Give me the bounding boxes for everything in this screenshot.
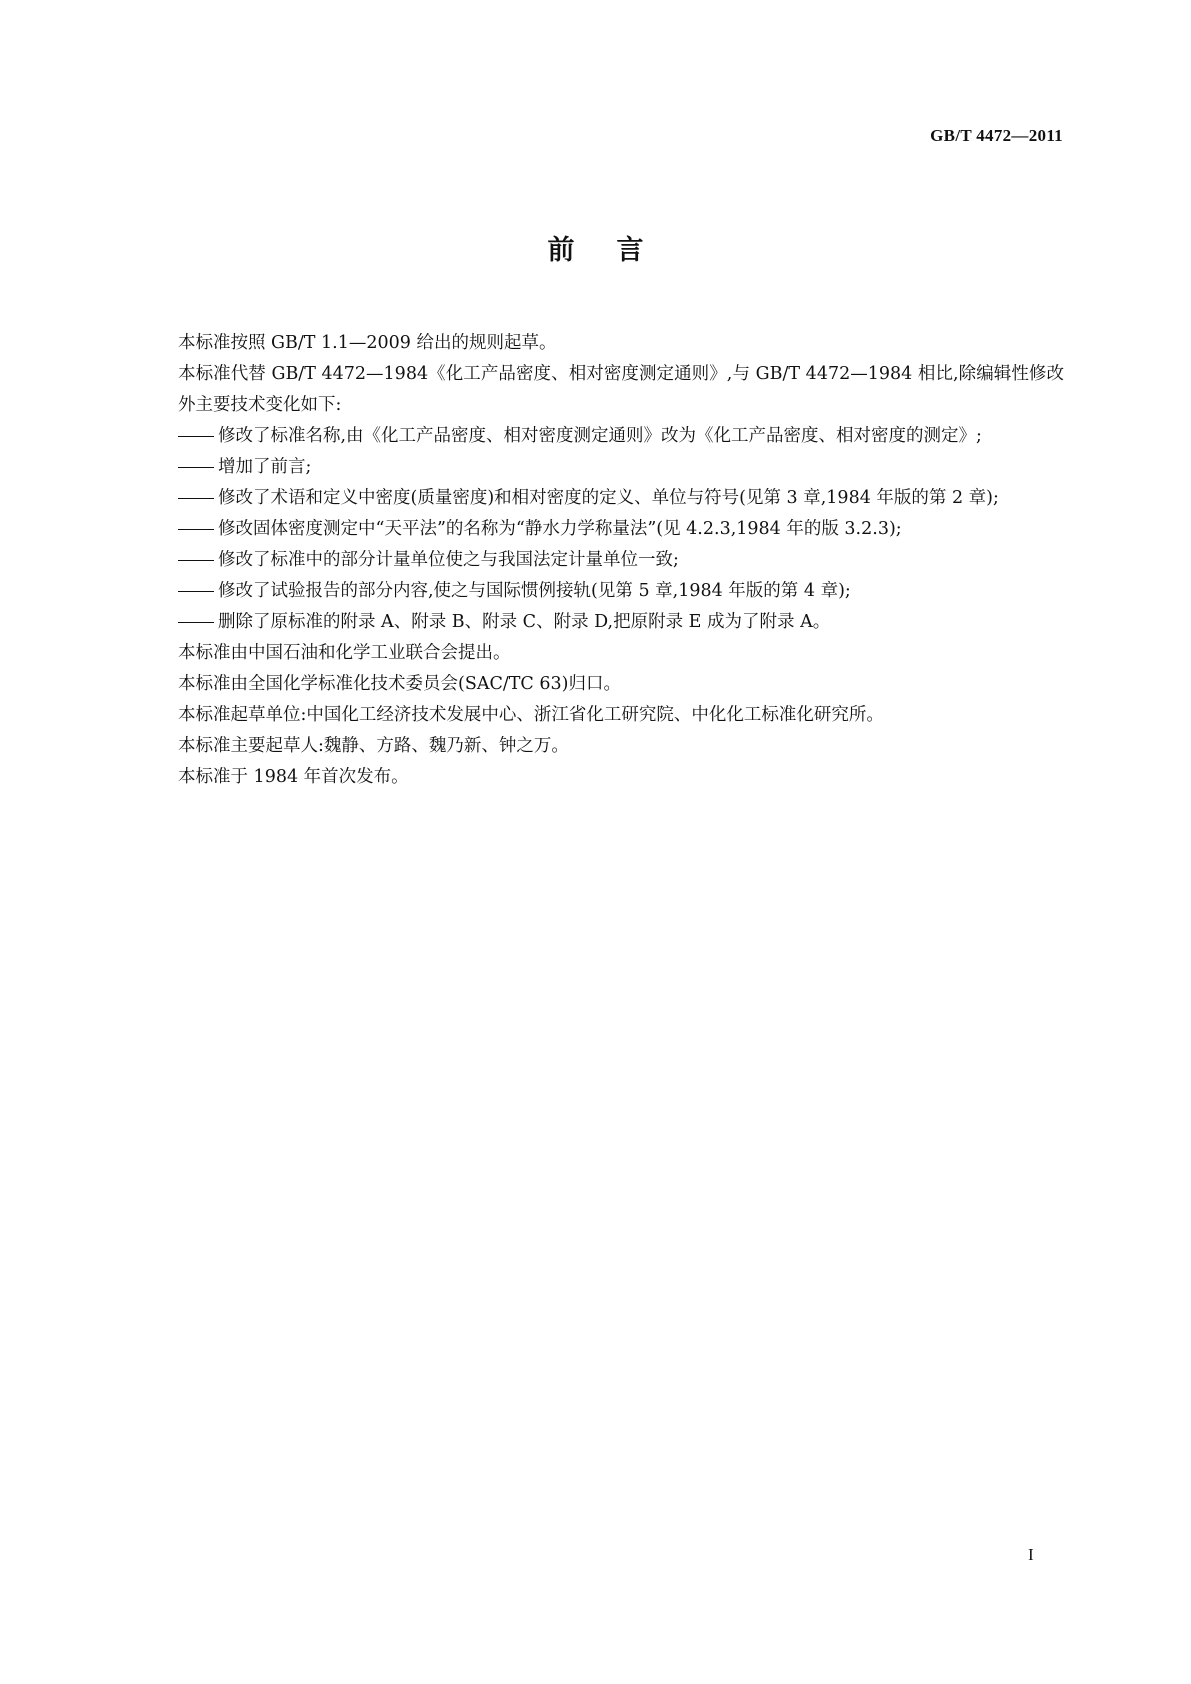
- dash-marker: [178, 421, 218, 452]
- change-list: [178, 421, 1064, 638]
- list-item: [178, 545, 1064, 576]
- list-item: [178, 607, 1064, 638]
- paragraph: 本标准主要起草人:魏静、方路、魏乃新、钟之万。: [178, 736, 569, 756]
- list-item: [178, 576, 1064, 607]
- list-item-text: 修改了标准中的部分计量单位使之与我国法定计量单位一致;: [218, 550, 679, 570]
- page-number: I: [1028, 1545, 1034, 1564]
- dash-marker: [178, 545, 218, 576]
- paragraph: 本标准按照 GB/T 1.1—2009 给出的规则起草。: [178, 333, 557, 353]
- paragraph: 本标准于 1984 年首次发布。: [178, 767, 409, 787]
- page-title: [0, 228, 1191, 267]
- list-item: [178, 452, 1064, 483]
- paragraph: 本标准由中国石油和化学工业联合会提出。: [178, 643, 511, 663]
- dash-marker: [178, 514, 218, 545]
- standard-number-header: GB/T 4472—2011: [930, 126, 1063, 145]
- dash-marker: [178, 607, 218, 638]
- list-item: [178, 421, 1064, 452]
- paragraph: 本标准由全国化学标准化技术委员会(SAC/TC 63)归口。: [178, 674, 621, 694]
- dash-marker: [178, 452, 218, 483]
- foreword-body: [178, 328, 1064, 793]
- list-item-text: 修改固体密度测定中“天平法”的名称为“静水力学称量法”(见 4.2.3,1984 年的版 3.2.3);: [218, 519, 902, 539]
- list-item-text: 删除了原标准的附录 A、附录 B、附录 C、附录 D,把原附录 E 成为了附录 A。: [218, 612, 831, 632]
- list-item: [178, 514, 1064, 545]
- list-item: [178, 483, 1064, 514]
- list-item-text: 增加了前言;: [218, 457, 312, 477]
- dash-marker: [178, 483, 218, 514]
- list-item-text: 修改了试验报告的部分内容,使之与国际惯例接轨(见第 5 章,1984 年版的第 4 章);: [218, 581, 851, 601]
- paragraph: 本标准起草单位:中国化工经济技术发展中心、浙江省化工研究院、中化化工标准化研究所。: [178, 705, 884, 725]
- paragraph: 本标准代替 GB/T 4472—1984《化工产品密度、相对密度测定通则》,与 GB/T 4472—1984 相比,除编辑性修改外主要技术变化如下:: [178, 364, 1064, 415]
- list-item-text: 修改了标准名称,由《化工产品密度、相对密度测定通则》改为《化工产品密度、相对密度的测定》;: [218, 426, 982, 446]
- list-item-text: 修改了术语和定义中密度(质量密度)和相对密度的定义、单位与符号(见第 3 章,1984 年版的第 2 章);: [218, 488, 999, 508]
- dash-marker: [178, 576, 218, 607]
- page-title-text: 前言: [547, 235, 686, 266]
